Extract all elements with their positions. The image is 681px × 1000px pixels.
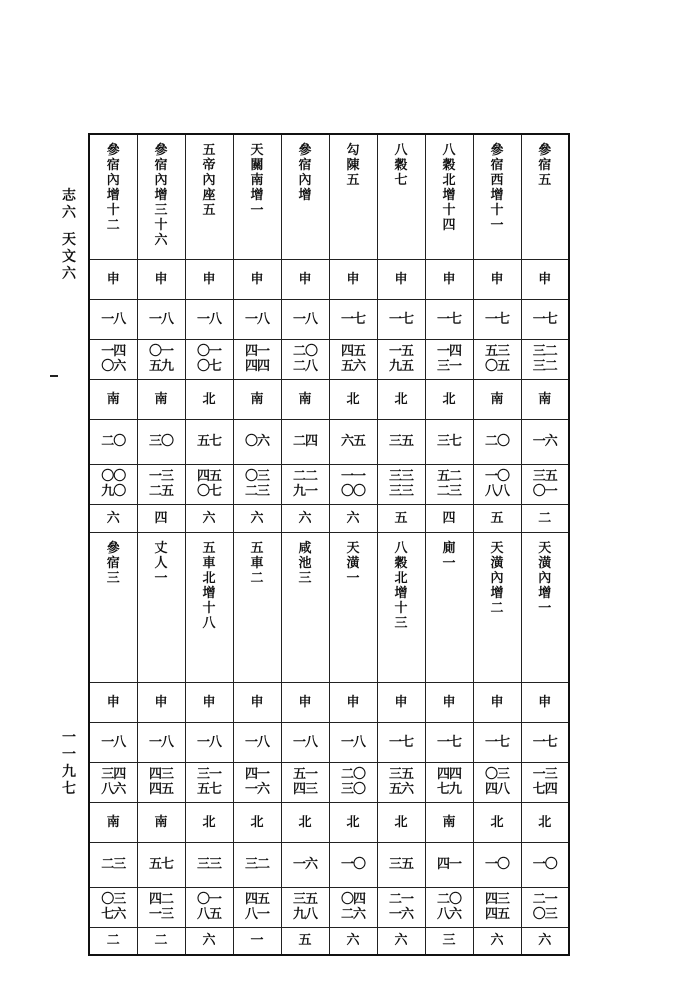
- value-text: 一六: [532, 434, 557, 449]
- value-text: 三五: [388, 434, 413, 449]
- star-name-cell: [329, 532, 377, 682]
- latitude-cell: [281, 842, 329, 887]
- magnitude-cell: 六: [329, 927, 377, 955]
- star-name-text: 天 關 南 增 一: [250, 143, 264, 218]
- minute-cell: [329, 762, 377, 802]
- latitude-minute-cell: [425, 464, 473, 504]
- star-name-text: 勾 陳 五: [346, 143, 360, 188]
- magnitude-cell: 五: [473, 504, 521, 532]
- palace-cell: 申: [281, 682, 329, 722]
- degree-cell: [137, 299, 185, 339]
- latitude-cell: [425, 842, 473, 887]
- value-text: 一七: [436, 734, 461, 750]
- latitude-minute-cell: [473, 464, 521, 504]
- margin-running-title: [55, 188, 83, 283]
- degree-cell: [185, 299, 233, 339]
- value-text: 一三 七四: [532, 767, 557, 797]
- value-text: 一七: [484, 734, 509, 750]
- latitude-cell: [521, 419, 569, 464]
- value-text: 一八: [292, 311, 317, 327]
- palace-cell: 申: [425, 682, 473, 722]
- value-text: 一四 三一: [436, 344, 461, 374]
- latitude-minute-cell: [281, 464, 329, 504]
- direction-cell: 南: [425, 802, 473, 842]
- value-text: 三七: [436, 434, 461, 449]
- magnitude-row: [89, 504, 569, 532]
- star-name-cell: [233, 134, 281, 259]
- star-name-text: 參 宿 五: [538, 143, 552, 188]
- latitude-minute-cell: [89, 887, 137, 927]
- degree-cell: [89, 299, 137, 339]
- degree-row: [89, 722, 569, 762]
- magnitude-cell: 六: [233, 504, 281, 532]
- minute-cell: [89, 762, 137, 802]
- value-text: 一七: [436, 311, 461, 327]
- latitude-cell: [425, 419, 473, 464]
- value-text: 三〇: [148, 434, 173, 449]
- minute-cell: [377, 762, 425, 802]
- degree-cell: [521, 299, 569, 339]
- palace-cell: 申: [377, 682, 425, 722]
- value-text: 三五 五六: [388, 767, 413, 797]
- latitude-minute-cell: [233, 464, 281, 504]
- latitude-minute-cell: [377, 464, 425, 504]
- value-text: 三五: [388, 857, 413, 872]
- star-name-cell: [281, 134, 329, 259]
- palace-cell: 申: [473, 259, 521, 299]
- star-name-cell: [521, 532, 569, 682]
- star-name-text: 咸 池 三: [298, 540, 312, 586]
- latitude-minute-row: [89, 464, 569, 504]
- star-name-cell: [281, 532, 329, 682]
- value-text: 一八: [148, 311, 173, 327]
- minute-cell: [425, 762, 473, 802]
- direction-cell: 南: [281, 379, 329, 419]
- value-text: 四三 四五: [148, 767, 173, 797]
- value-text: 〇〇 九〇: [101, 469, 126, 499]
- star-name-row: [89, 532, 569, 682]
- margin-title-text: 志 六 天 文 六: [62, 188, 76, 282]
- degree-cell: [473, 299, 521, 339]
- value-text: 五七: [148, 857, 173, 872]
- star-name-text: 天 潢 一: [346, 540, 360, 586]
- value-text: 四一 一六: [244, 767, 269, 797]
- margin-number-text: 一 一 九 七: [62, 730, 76, 797]
- value-text: 一八: [292, 734, 317, 750]
- margin-dash: [50, 375, 58, 377]
- star-name-cell: [233, 532, 281, 682]
- value-text: 二四: [292, 434, 317, 449]
- latitude-minute-cell: [185, 464, 233, 504]
- star-name-cell: [89, 134, 137, 259]
- degree-row: [89, 299, 569, 339]
- latitude-cell: [185, 842, 233, 887]
- latitude-cell: [185, 419, 233, 464]
- minute-cell: [329, 339, 377, 379]
- star-name-cell: [377, 134, 425, 259]
- magnitude-cell: 六: [329, 504, 377, 532]
- minute-cell: [377, 339, 425, 379]
- latitude-cell: [233, 419, 281, 464]
- value-text: 五七: [196, 434, 221, 449]
- star-catalog-table: [88, 133, 570, 949]
- value-text: 〇一 八五: [196, 892, 221, 922]
- magnitude-cell: 二: [89, 927, 137, 955]
- degree-cell: [185, 722, 233, 762]
- latitude-cell: [137, 419, 185, 464]
- palace-cell: 申: [521, 259, 569, 299]
- value-text: 三二: [244, 857, 269, 872]
- value-text: 一八: [196, 311, 221, 327]
- star-name-cell: [89, 532, 137, 682]
- star-name-text: 廁 一: [442, 540, 456, 571]
- star-name-text: 八 穀 北 增 十 四: [442, 143, 456, 233]
- palace-cell: 申: [281, 259, 329, 299]
- value-text: 一八: [340, 734, 365, 750]
- value-text: 四五 八一: [244, 892, 269, 922]
- latitude-row: [89, 419, 569, 464]
- palace-cell: 申: [89, 259, 137, 299]
- palace-cell: 申: [185, 259, 233, 299]
- palace-cell: 申: [89, 682, 137, 722]
- value-text: 一〇: [340, 857, 365, 872]
- magnitude-row: [89, 927, 569, 955]
- latitude-cell: [281, 419, 329, 464]
- star-name-cell: [185, 134, 233, 259]
- minute-cell: [137, 339, 185, 379]
- palace-cell: 申: [137, 259, 185, 299]
- value-text: 一七: [388, 311, 413, 327]
- magnitude-cell: 六: [521, 927, 569, 955]
- value-text: 四三 四五: [484, 892, 509, 922]
- direction-cell: 南: [137, 379, 185, 419]
- minute-cell: [425, 339, 473, 379]
- direction-cell: 北: [329, 802, 377, 842]
- direction-cell: 北: [233, 802, 281, 842]
- star-name-cell: [425, 532, 473, 682]
- degree-cell: [281, 299, 329, 339]
- star-name-cell: [137, 532, 185, 682]
- minute-row: [89, 762, 569, 802]
- star-name-text: 五 車 北 增 十 八: [202, 540, 216, 631]
- palace-cell: 申: [521, 682, 569, 722]
- star-name-cell: [377, 532, 425, 682]
- value-text: 三三 三三: [388, 469, 413, 499]
- degree-cell: [137, 722, 185, 762]
- magnitude-cell: 四: [137, 504, 185, 532]
- value-text: 一八: [148, 734, 173, 750]
- value-text: 一八: [244, 734, 269, 750]
- direction-cell: 南: [89, 379, 137, 419]
- value-text: 三五 〇一: [532, 469, 557, 499]
- value-text: 一三 二五: [148, 469, 173, 499]
- value-text: 一七: [340, 311, 365, 327]
- degree-cell: [281, 722, 329, 762]
- latitude-minute-cell: [521, 464, 569, 504]
- value-text: 一〇: [484, 857, 509, 872]
- value-text: 〇三 四八: [484, 767, 509, 797]
- latitude-cell: [473, 419, 521, 464]
- palace-cell: 申: [233, 682, 281, 722]
- direction-cell: 北: [185, 379, 233, 419]
- minute-cell: [281, 762, 329, 802]
- magnitude-cell: 六: [185, 504, 233, 532]
- direction-cell: 北: [521, 802, 569, 842]
- star-name-text: 八 穀 北 增 十 三: [394, 540, 408, 631]
- latitude-minute-cell: [521, 887, 569, 927]
- minute-cell: [521, 762, 569, 802]
- value-text: 四一: [436, 857, 461, 872]
- latitude-cell: [329, 419, 377, 464]
- value-text: 四五 五六: [340, 344, 365, 374]
- value-text: 一八: [101, 311, 126, 327]
- value-text: 四一 四四: [244, 344, 269, 374]
- latitude-minute-cell: [377, 887, 425, 927]
- star-name-text: 天 潢 內 增 二: [490, 540, 504, 616]
- minute-cell: [137, 762, 185, 802]
- value-text: 四五 〇七: [196, 469, 221, 499]
- latitude-cell: [521, 842, 569, 887]
- value-text: 五一 四三: [292, 767, 317, 797]
- value-text: 一八: [244, 311, 269, 327]
- minute-cell: [473, 762, 521, 802]
- latitude-cell: [137, 842, 185, 887]
- star-name-text: 參 宿 內 增 三 十 六: [154, 143, 168, 248]
- latitude-minute-cell: [89, 464, 137, 504]
- direction-cell: 南: [521, 379, 569, 419]
- star-name-row: [89, 134, 569, 259]
- palace-cell: 申: [185, 682, 233, 722]
- latitude-minute-cell: [137, 887, 185, 927]
- degree-cell: [377, 722, 425, 762]
- value-text: 二〇 二八: [292, 344, 317, 374]
- value-text: 一四 〇六: [101, 344, 126, 374]
- latitude-cell: [89, 419, 137, 464]
- star-name-text: 八 穀 七: [394, 143, 408, 188]
- star-name-cell: [521, 134, 569, 259]
- palace-cell: 申: [377, 259, 425, 299]
- magnitude-cell: 三: [425, 927, 473, 955]
- degree-cell: [473, 722, 521, 762]
- value-text: 三一 五七: [196, 767, 221, 797]
- value-text: 五三 〇五: [484, 344, 509, 374]
- value-text: 〇六: [244, 434, 269, 449]
- palace-row: [89, 682, 569, 722]
- degree-cell: [89, 722, 137, 762]
- latitude-cell: [233, 842, 281, 887]
- latitude-minute-cell: [329, 887, 377, 927]
- palace-cell: 申: [425, 259, 473, 299]
- direction-cell: 北: [329, 379, 377, 419]
- value-text: 三四 八六: [101, 767, 126, 797]
- value-text: 一八: [196, 734, 221, 750]
- value-text: 一〇 八八: [484, 469, 509, 499]
- latitude-minute-cell: [137, 464, 185, 504]
- value-text: 三三: [196, 857, 221, 872]
- value-text: 一七: [484, 311, 509, 327]
- value-text: 三五 九八: [292, 892, 317, 922]
- value-text: 〇三 七六: [101, 892, 126, 922]
- value-text: 一七: [532, 734, 557, 750]
- latitude-minute-cell: [425, 887, 473, 927]
- value-text: 四四 七九: [436, 767, 461, 797]
- value-text: 二一 一六: [388, 892, 413, 922]
- star-name-text: 參 宿 內 增 十 二: [106, 143, 120, 233]
- direction-cell: 南: [473, 379, 521, 419]
- latitude-cell: [377, 419, 425, 464]
- star-name-text: 天 潢 內 增 一: [538, 540, 552, 616]
- palace-cell: 申: [233, 259, 281, 299]
- magnitude-cell: 二: [521, 504, 569, 532]
- value-text: 〇四 二六: [340, 892, 365, 922]
- latitude-minute-cell: [233, 887, 281, 927]
- star-name-text: 丈 人 一: [154, 540, 168, 586]
- star-name-text: 參 宿 西 增 十 一: [490, 143, 504, 233]
- value-text: 二〇: [101, 434, 126, 449]
- degree-cell: [521, 722, 569, 762]
- minute-cell: [233, 762, 281, 802]
- star-name-text: 五 帝 內 座 五: [202, 143, 216, 218]
- star-table: [88, 133, 570, 956]
- latitude-minute-cell: [473, 887, 521, 927]
- magnitude-cell: 六: [185, 927, 233, 955]
- minute-row: [89, 339, 569, 379]
- minute-cell: [185, 762, 233, 802]
- direction-row: [89, 802, 569, 842]
- direction-row: [89, 379, 569, 419]
- latitude-minute-cell: [281, 887, 329, 927]
- star-name-text: 參 宿 三: [106, 540, 120, 586]
- direction-cell: 北: [425, 379, 473, 419]
- value-text: 五二 二三: [436, 469, 461, 499]
- latitude-row: [89, 842, 569, 887]
- latitude-cell: [473, 842, 521, 887]
- minute-cell: [185, 339, 233, 379]
- magnitude-cell: 五: [377, 504, 425, 532]
- direction-cell: 北: [473, 802, 521, 842]
- magnitude-cell: 一: [233, 927, 281, 955]
- value-text: 一五 九五: [388, 344, 413, 374]
- degree-cell: [233, 722, 281, 762]
- minute-cell: [233, 339, 281, 379]
- degree-cell: [233, 299, 281, 339]
- star-name-cell: [425, 134, 473, 259]
- value-text: 一七: [532, 311, 557, 327]
- margin-page-number: [55, 730, 83, 798]
- degree-cell: [425, 722, 473, 762]
- direction-cell: 南: [89, 802, 137, 842]
- degree-cell: [377, 299, 425, 339]
- value-text: 〇三 二三: [244, 469, 269, 499]
- value-text: 二〇 三〇: [340, 767, 365, 797]
- degree-cell: [329, 722, 377, 762]
- direction-cell: 北: [281, 802, 329, 842]
- minute-cell: [473, 339, 521, 379]
- latitude-minute-cell: [185, 887, 233, 927]
- value-text: 二〇: [484, 434, 509, 449]
- palace-row: [89, 259, 569, 299]
- magnitude-cell: 五: [281, 927, 329, 955]
- palace-cell: 申: [473, 682, 521, 722]
- value-text: 一〇: [532, 857, 557, 872]
- degree-cell: [425, 299, 473, 339]
- magnitude-cell: 六: [473, 927, 521, 955]
- magnitude-cell: 二: [137, 927, 185, 955]
- direction-cell: 北: [377, 379, 425, 419]
- magnitude-cell: 六: [89, 504, 137, 532]
- latitude-cell: [89, 842, 137, 887]
- magnitude-cell: 六: [377, 927, 425, 955]
- minute-cell: [521, 339, 569, 379]
- star-name-cell: [137, 134, 185, 259]
- value-text: 二二 九一: [292, 469, 317, 499]
- value-text: 一八: [101, 734, 126, 750]
- star-name-text: 五 車 二: [250, 540, 264, 586]
- latitude-minute-row: [89, 887, 569, 927]
- latitude-cell: [377, 842, 425, 887]
- value-text: 二三: [101, 857, 126, 872]
- star-name-cell: [329, 134, 377, 259]
- direction-cell: 北: [185, 802, 233, 842]
- star-name-cell: [185, 532, 233, 682]
- star-name-cell: [473, 134, 521, 259]
- direction-cell: 南: [233, 379, 281, 419]
- palace-cell: 申: [329, 682, 377, 722]
- minute-cell: [89, 339, 137, 379]
- value-text: 六五: [340, 434, 365, 449]
- value-text: 一六: [292, 857, 317, 872]
- latitude-cell: [329, 842, 377, 887]
- value-text: 一一 〇〇: [340, 469, 365, 499]
- minute-cell: [281, 339, 329, 379]
- magnitude-cell: 六: [281, 504, 329, 532]
- value-text: 一七: [388, 734, 413, 750]
- degree-cell: [329, 299, 377, 339]
- value-text: 二一 〇三: [532, 892, 557, 922]
- direction-cell: 南: [137, 802, 185, 842]
- value-text: 〇一 〇七: [196, 344, 221, 374]
- value-text: 二〇 八六: [436, 892, 461, 922]
- magnitude-cell: 四: [425, 504, 473, 532]
- palace-cell: 申: [137, 682, 185, 722]
- star-name-text: 參 宿 內 增: [298, 143, 312, 203]
- direction-cell: 北: [377, 802, 425, 842]
- star-name-cell: [473, 532, 521, 682]
- value-text: 〇一 五九: [148, 344, 173, 374]
- value-text: 三二 三二: [532, 344, 557, 374]
- value-text: 四二 一三: [148, 892, 173, 922]
- palace-cell: 申: [329, 259, 377, 299]
- latitude-minute-cell: [329, 464, 377, 504]
